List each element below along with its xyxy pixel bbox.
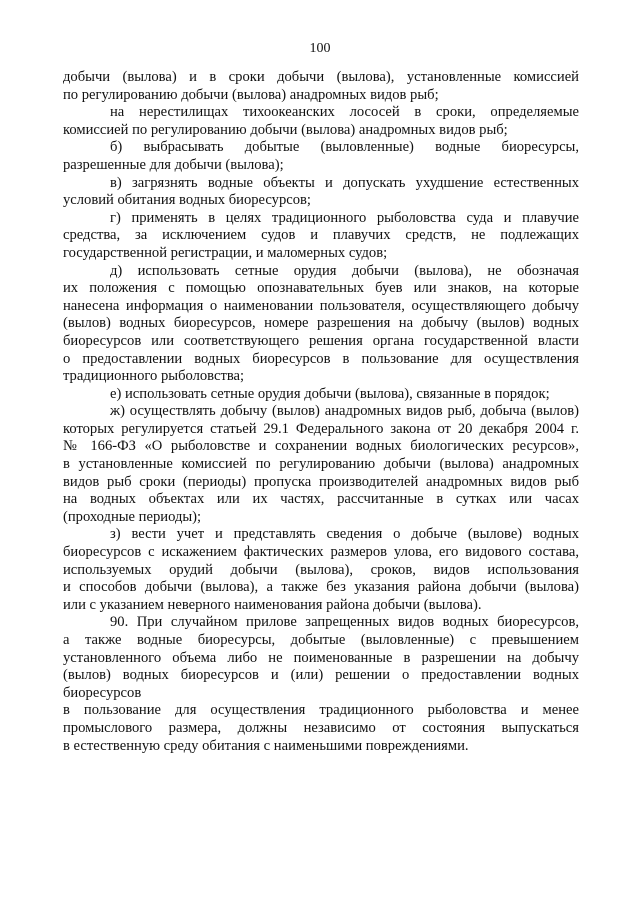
text-line: разрешенные для добычи (вылова); xyxy=(63,156,284,173)
text-line: используемых орудий добычи (вылова), сроков, видов использования xyxy=(63,561,579,578)
text-line: в) загрязнять водные объекты и допускать ухудшение естественных xyxy=(110,174,579,191)
text-line: № 166-ФЗ «О рыболовстве и сохранении водных биологических ресурсов», xyxy=(63,438,579,455)
text-line: в установленные комиссией по регулированию добычи (вылова) анадромных xyxy=(63,456,579,473)
text-line: з) вести учет и представлять сведения о добыче (вылове) водных xyxy=(110,526,579,543)
text-line: г) применять в целях традиционного рыболовства суда и плавучие xyxy=(110,209,579,226)
text-line: биоресурсов xyxy=(63,684,142,701)
text-line: биоресурсов с искажением фактических размеров улова, его видового состава, xyxy=(63,544,579,561)
text-line: ж) осуществлять добычу (вылов) анадромных видов рыб, добыча (вылов) xyxy=(110,403,579,420)
text-line: или с указанием неверного наименования района добычи (вылова). xyxy=(63,596,482,613)
text-line: которых регулируется статьей 29.1 Федерального закона от 20 декабря 2004 г. xyxy=(63,420,579,437)
text-line: их положения с помощью опознавательных буев или знаков, на которые xyxy=(63,280,579,297)
text-line: д) использовать сетные орудия добычи (вылова), не обозначая xyxy=(110,262,579,279)
text-line: промыслового размера, должны независимо от состояния выпускаться xyxy=(63,719,579,736)
text-line: видов рыб сроки (периоды) пропуска производителей анадромных видов рыб xyxy=(63,473,579,490)
text-line: традиционного рыболовства; xyxy=(63,368,245,385)
text-line: в пользование для осуществления традиционного рыболовства и менее xyxy=(63,702,579,719)
text-line: на водных объектах или их частях, рассчитанные в сутках или часах xyxy=(63,491,579,508)
text-line: (проходные периоды); xyxy=(63,508,202,525)
text-line: 90. При случайном прилове запрещенных видов водных биоресурсов, xyxy=(110,614,579,631)
text-line: комиссией по регулированию добычи (вылова) анадромных видов рыб; xyxy=(63,121,508,138)
text-line: биоресурсов или соответствующего решения органа государственной власти xyxy=(63,332,579,349)
text-line: установленного объема либо не поименованные в разрешении на добычу xyxy=(63,649,579,666)
text-line: условий обитания водных биоресурсов; xyxy=(63,192,311,209)
text-line: нанесена информация о наименовании пользователя, осуществляющего добычу xyxy=(63,297,579,314)
page-number: 100 xyxy=(309,41,331,56)
text-line: е) использовать сетные орудия добычи (вылова), связанные в порядок; xyxy=(110,385,550,402)
text-line: а также водные биоресурсы, добытые (выловленные) с превышением xyxy=(63,632,579,648)
text-line: и способов добычи (вылова), а также без указания района добычи (вылова) xyxy=(63,579,579,596)
text-line: о предоставлении водных биоресурсов в пользование для осуществления xyxy=(63,350,579,367)
text-line: б) выбрасывать добытые (выловленные) водные биоресурсы, xyxy=(110,139,579,156)
text-line: (вылов) водных биоресурсов и (или) решении о предоставлении водных xyxy=(63,667,579,684)
text-line: на нерестилищах тихоокеанских лососей в сроки, определяемые xyxy=(110,104,579,121)
document-body xyxy=(63,69,579,755)
text-line: средства, за исключением судов и плавучих средств, не подлежащих xyxy=(63,227,579,244)
text-line: государственной регистрации, и маломерных судов; xyxy=(63,244,388,261)
text-line: по регулированию добычи (вылова) анадромных видов рыб; xyxy=(63,86,439,103)
text-line: в естественную среду обитания с наименьшими повреждениями. xyxy=(63,737,469,754)
text-line: добычи (вылова) и в сроки добычи (вылова), установленные комиссией xyxy=(63,69,579,85)
text-line: (вылов) водных биоресурсов, номере разрешения на добычу (вылов) водных xyxy=(63,315,579,332)
